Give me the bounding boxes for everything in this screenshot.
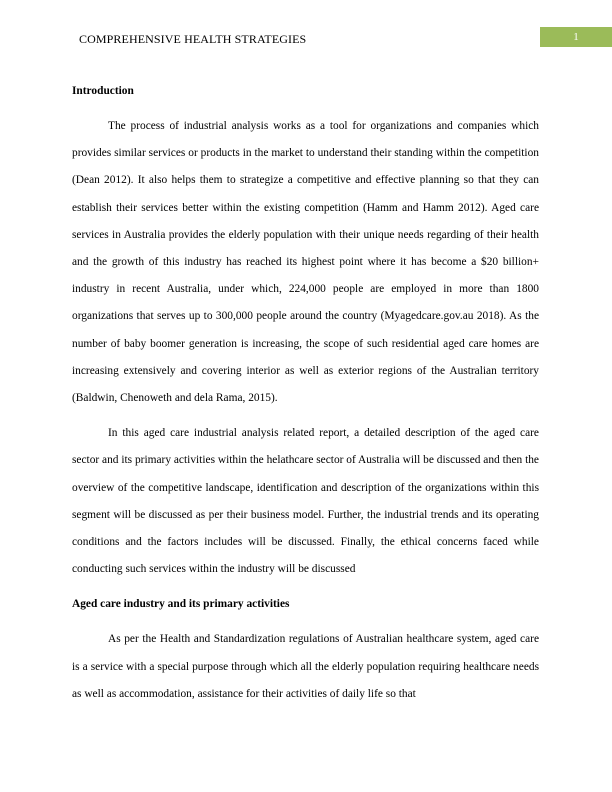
section-heading-introduction: Introduction [72,85,134,97]
paragraph: As per the Health and Standardization regulations of Australian healthcare system, aged care is a service with a special purpose through which all the elderly population requiring healthcare needs as well as accommodation, assistance for their activities of daily life so that [72,633,539,700]
paragraph: In this aged care industrial analysis related report, a detailed description of the aged care sector and its primary activities within the helathcare sector of Australia will be discussed and then the overview of the competitive landscape, identification and description of the organizations within this segment will be discussed as per their business model. Further, the industrial trends and its operating conditions and the factors includes will be discussed. Finally, the ethical concerns faced while conducting such services within the industry will be discussed [72,427,539,576]
section-heading-aged-care: Aged care industry and its primary activities [72,598,290,611]
running-head: COMPREHENSIVE HEALTH STRATEGIES [79,32,307,46]
page-number: 1 [540,27,612,47]
paragraph: The process of industrial analysis works as a tool for organizations and companies which provides similar services or products in the market to understand their standing within the competition (Dean 2012). It also helps them to strategize a competitive and effective planning so that they can establish their services better within the existing competition (Hamm and Hamm 2012). Aged care services in Australia provides the elderly population with their unique needs regarding of their health and the growth of this industry has reached its highest point where it has become a $20 billion+ industry in recent Australia, under which, 224,000 people are employed in more than 1800 organizations that serves up to 300,000 people around the country (Myagedcare.gov.au 2018). As the number of baby boomer generation is increasing, the scope of such residential aged care homes are increasing extensively and covering interior as well as exterior regions of the Australian territory (Baldwin, Chenoweth and dela Rama, 2015). [72,120,539,405]
document-body [72,78,539,708]
